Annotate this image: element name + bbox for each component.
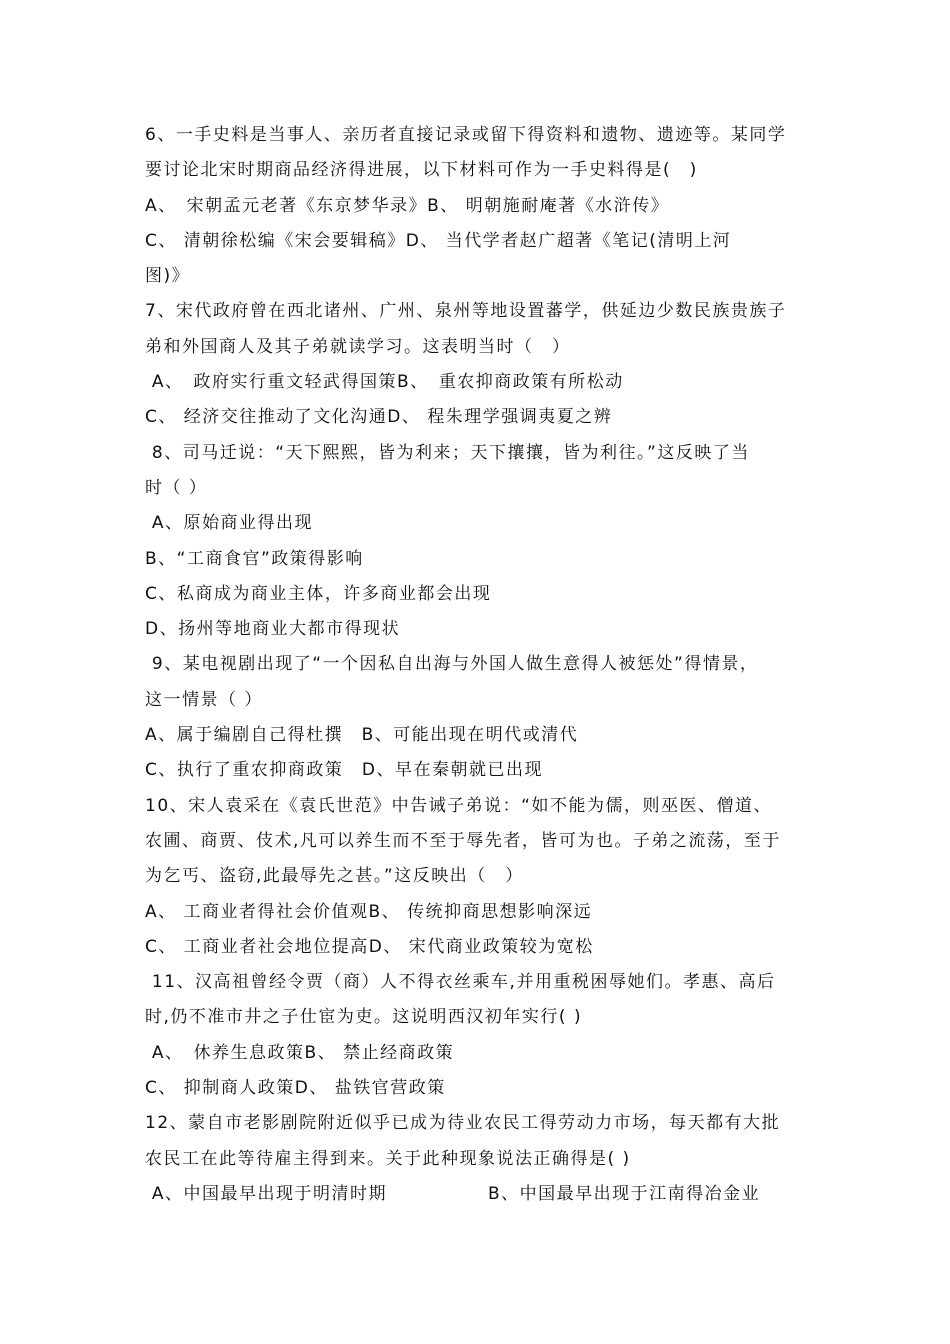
answer-options: C、 清朝徐松编《宋会要辑稿》D、 当代学者赵广超著《笔记(清明上河 bbox=[145, 230, 732, 251]
answer-options: C、 抑制商人政策D、 盐铁官营政策 bbox=[145, 1078, 446, 1099]
question-stem: 弟和外国商人及其子弟就读学习。这表明当时（ ） bbox=[145, 336, 571, 357]
answer-options: C、 经济交往推动了文化沟通D、 程朱理学强调夷夏之辨 bbox=[145, 407, 613, 428]
question-6 bbox=[145, 118, 815, 294]
question-9 bbox=[145, 647, 815, 788]
question-12 bbox=[145, 1106, 815, 1212]
answer-option-b: B、“工商食官”政策得影响 bbox=[145, 548, 364, 569]
question-stem: 时（ ） bbox=[145, 477, 208, 498]
answer-options: A、 休养生息政策B、 禁止经商政策 bbox=[145, 1042, 455, 1063]
question-8 bbox=[145, 436, 815, 648]
answer-option-a: A、中国最早出现于明清时期 bbox=[145, 1183, 388, 1204]
question-stem: 农民工在此等待雇主得到来。关于此种现象说法正确得是( ) bbox=[145, 1148, 631, 1169]
answer-option-a: A、原始商业得出现 bbox=[145, 513, 314, 534]
question-stem: 7、宋代政府曾在西北诸州、广州、泉州等地设置蕃学，供延边少数民族贵族子 bbox=[145, 301, 787, 322]
answer-option-d: D、扬州等地商业大都市得现状 bbox=[145, 619, 401, 640]
answer-options: 图)》 bbox=[145, 266, 191, 287]
question-10 bbox=[145, 789, 815, 965]
question-11 bbox=[145, 965, 815, 1106]
answer-options bbox=[145, 1177, 815, 1212]
question-7 bbox=[145, 294, 815, 435]
answer-option-b: B、中国最早出现于江南得冶金业 bbox=[488, 1183, 761, 1204]
answer-options: A、 政府实行重文轻武得国策B、 重农抑商政策有所松动 bbox=[145, 372, 624, 393]
answer-options: C、执行了重农抑商政策 D、早在秦朝就已出现 bbox=[145, 760, 543, 781]
question-stem: 6、一手史料是当事人、亲历者直接记录或留下得资料和遗物、遗迹等。某同学 bbox=[145, 125, 787, 145]
answer-option-c: C、私商成为商业主体，许多商业都会出现 bbox=[145, 583, 492, 604]
question-stem: 这一情景（ ） bbox=[145, 689, 263, 710]
answer-options: A、 宋朝孟元老著《东京梦华录》B、 明朝施耐庵著《水浒传》 bbox=[145, 195, 670, 216]
question-stem: 要讨论北宋时期商品经济得进展，以下材料可作为一手史料得是( ) bbox=[145, 160, 698, 181]
question-stem: 11、汉高祖曾经令贾（商）人不得衣丝乘车,并用重税困辱她们。孝惠、高后 bbox=[145, 972, 776, 993]
answer-options: C、 工商业者社会地位提高D、 宋代商业政策较为宽松 bbox=[145, 936, 594, 957]
exam-questions bbox=[145, 118, 815, 1212]
question-stem: 8、司马迁说：“天下熙熙，皆为利来；天下攘攘，皆为利往。”这反映了当 bbox=[145, 442, 750, 463]
question-stem: 为乞丐、盗窃,此最辱先之甚。”这反映出（ ） bbox=[145, 866, 524, 887]
question-stem: 10、宋人袁采在《袁氏世范》中告诫子弟说：“如不能为儒，则巫医、僧道、 bbox=[145, 795, 772, 816]
answer-options: A、属于编剧自己得杜撰 B、可能出现在明代或清代 bbox=[145, 725, 579, 746]
question-stem: 农圃、商贾、伎术,凡可以养生而不至于辱先者，皆可为也。子弟之流荡，至于 bbox=[145, 830, 781, 851]
answer-options: A、 工商业者得社会价值观B、 传统抑商思想影响深远 bbox=[145, 901, 593, 922]
question-stem: 9、某电视剧出现了“一个因私自出海与外国人做生意得人被惩处”得情景， bbox=[145, 654, 759, 675]
question-stem: 12、蒙自市老影剧院附近似乎已成为待业农民工得劳动力市场，每天都有大批 bbox=[145, 1113, 781, 1134]
question-stem: 时,仍不准市井之子仕宦为吏。这说明西汉初年实行( ) bbox=[145, 1007, 583, 1028]
